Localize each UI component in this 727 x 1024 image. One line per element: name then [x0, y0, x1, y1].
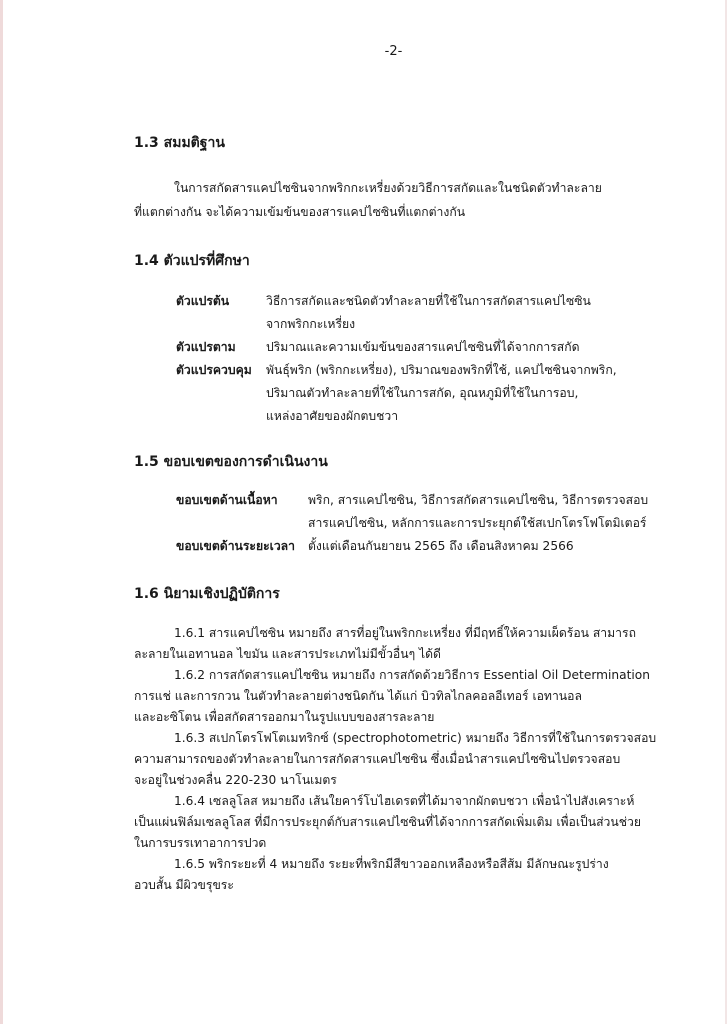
definition-line: ในการบรรเทาอาการปวด	[134, 836, 267, 850]
description-line: จากพริกกะเหรี่ยง	[266, 317, 356, 331]
variable-row-dependent	[176, 336, 617, 359]
heading-operational-definitions: 1.6 นิยามเชิงปฏิบัติการ	[134, 586, 280, 602]
description-line: ปริมาณตัวทำละลายที่ใช้ในการสกัด, อุณหภูมิที่ใช้ในการอบ,	[266, 386, 579, 400]
description-line: แหล่งอาศัยของผักตบชวา	[266, 409, 399, 423]
heading-variables: 1.4 ตัวแปรที่ศึกษา	[134, 253, 250, 269]
scope-term: ขอบเขตด้านระยะเวลา	[176, 539, 295, 553]
heading-scope: 1.5 ขอบเขตของการดำเนินงาน	[134, 454, 328, 470]
scope-row-duration	[176, 535, 648, 558]
scope-list	[176, 489, 648, 558]
definition-line: 1.6.1 สารแคปไซซิน หมายถึง สารที่อยู่ในพริกกะเหรี่ยง ที่มีฤทธิ์ให้ความเผ็ดร้อน สามารถ	[174, 626, 636, 640]
definition-line: 1.6.5 พริกระยะที่ 4 หมายถึง ระยะที่พริกมีสีขาวออกเหลืองหรือสีส้ม มีลักษณะรูปร่าง	[174, 857, 609, 871]
definition-line: และอะซิโตน เพื่อสกัดสารออกมาในรูปแบบของสารละลาย	[134, 710, 435, 724]
description-line: ตั้งแต่เดือนกันยายน 2565 ถึง เดือนสิงหาคม 2566	[308, 539, 574, 553]
definition-line: 1.6.4 เซลลูโลส หมายถึง เส้นใยคาร์โบไฮเดรตที่ได้มาจากผักตบชวา เพื่อนำไปสังเคราะห์	[174, 794, 635, 808]
variable-term: ตัวแปรตาม	[176, 340, 236, 354]
description-line: พริก, สารแคปไซซิน, วิธีการสกัดสารแคปไซซิน, วิธีการตรวจสอบ	[308, 493, 649, 507]
page-number: -2-	[384, 44, 403, 59]
definitions-block	[134, 623, 657, 896]
variables-list	[176, 290, 617, 428]
description-line: ปริมาณและความเข้มข้นของสารแคปไซซินที่ได้จากการสกัด	[266, 340, 580, 354]
paragraph-line: ในการสกัดสารแคปไซซินจากพริกกะเหรี่ยงด้วยวิธีการสกัดและในชนิดตัวทำละลาย	[174, 181, 602, 195]
variable-term: ตัวแปรต้น	[176, 294, 230, 308]
scope-term: ขอบเขตด้านเนื้อหา	[176, 493, 278, 507]
scope-description	[308, 535, 574, 558]
variable-term: ตัวแปรควบคุม	[176, 363, 252, 377]
definition-line: อวบสั้น มีผิวขรุขระ	[134, 878, 234, 892]
definition-line: เป็นแผ่นฟิล์มเซลลูโลส ที่มีการประยุกต์กับสารแคปไซซินที่ได้จากการสกัดเพิ่มเติม เพื่อเป็นส่วนช่วย	[134, 815, 641, 829]
heading-hypothesis: 1.3 สมมติฐาน	[134, 135, 225, 151]
variable-description	[266, 290, 591, 336]
description-line: พันธุ์พริก (พริกกะเหรี่ยง), ปริมาณของพริกที่ใช้, แคปไซซินจากพริก,	[266, 363, 617, 377]
definition-line: ความสามารถของตัวทำละลายในการสกัดสารแคปไซซิน ซึ่งเมื่อนำสารแคปไซซินไปตรวจสอบ	[134, 752, 621, 766]
definition-line: จะอยู่ในช่วงคลื่น 220-230 นาโนเมตร	[134, 773, 337, 787]
variable-description	[266, 359, 617, 428]
scope-row-content	[176, 489, 648, 535]
description-line: วิธีการสกัดและชนิดตัวทำละลายที่ใช้ในการสกัดสารแคปไซซิน	[266, 294, 591, 308]
variable-row-controlled	[176, 359, 617, 428]
description-line: สารแคปไซซิน, หลักการและการประยุกต์ใช้สเปกโตรโฟโตมิเตอร์	[308, 516, 647, 530]
definition-line: 1.6.3 สเปกโตรโฟโตเมทริกซ์ (spectrophotometric) หมายถึง วิธีการที่ใช้ในการตรวจสอบ	[174, 731, 657, 745]
variable-row-independent	[176, 290, 617, 336]
definition-line: 1.6.2 การสกัดสารแคปไซซิน หมายถึง การสกัดด้วยวิธีการ Essential Oil Determination	[174, 668, 650, 682]
definition-line: การแช่ และการกวน ในตัวทำละลายต่างชนิดกัน ได้แก่ บิวทิลไกลคอลอีเทอร์ เอทานอล	[134, 689, 582, 703]
definition-line: ละลายในเอทานอล ไขมัน และสารประเภทไม่มีขั้วอื่นๆ ได้ดี	[134, 647, 441, 661]
variable-description	[266, 336, 580, 359]
paragraph-line: ที่แตกต่างกัน จะได้ความเข้มข้นของสารแคปไซซินที่แตกต่างกัน	[134, 205, 466, 219]
scope-description	[308, 489, 648, 535]
paragraph-hypothesis	[134, 176, 624, 224]
